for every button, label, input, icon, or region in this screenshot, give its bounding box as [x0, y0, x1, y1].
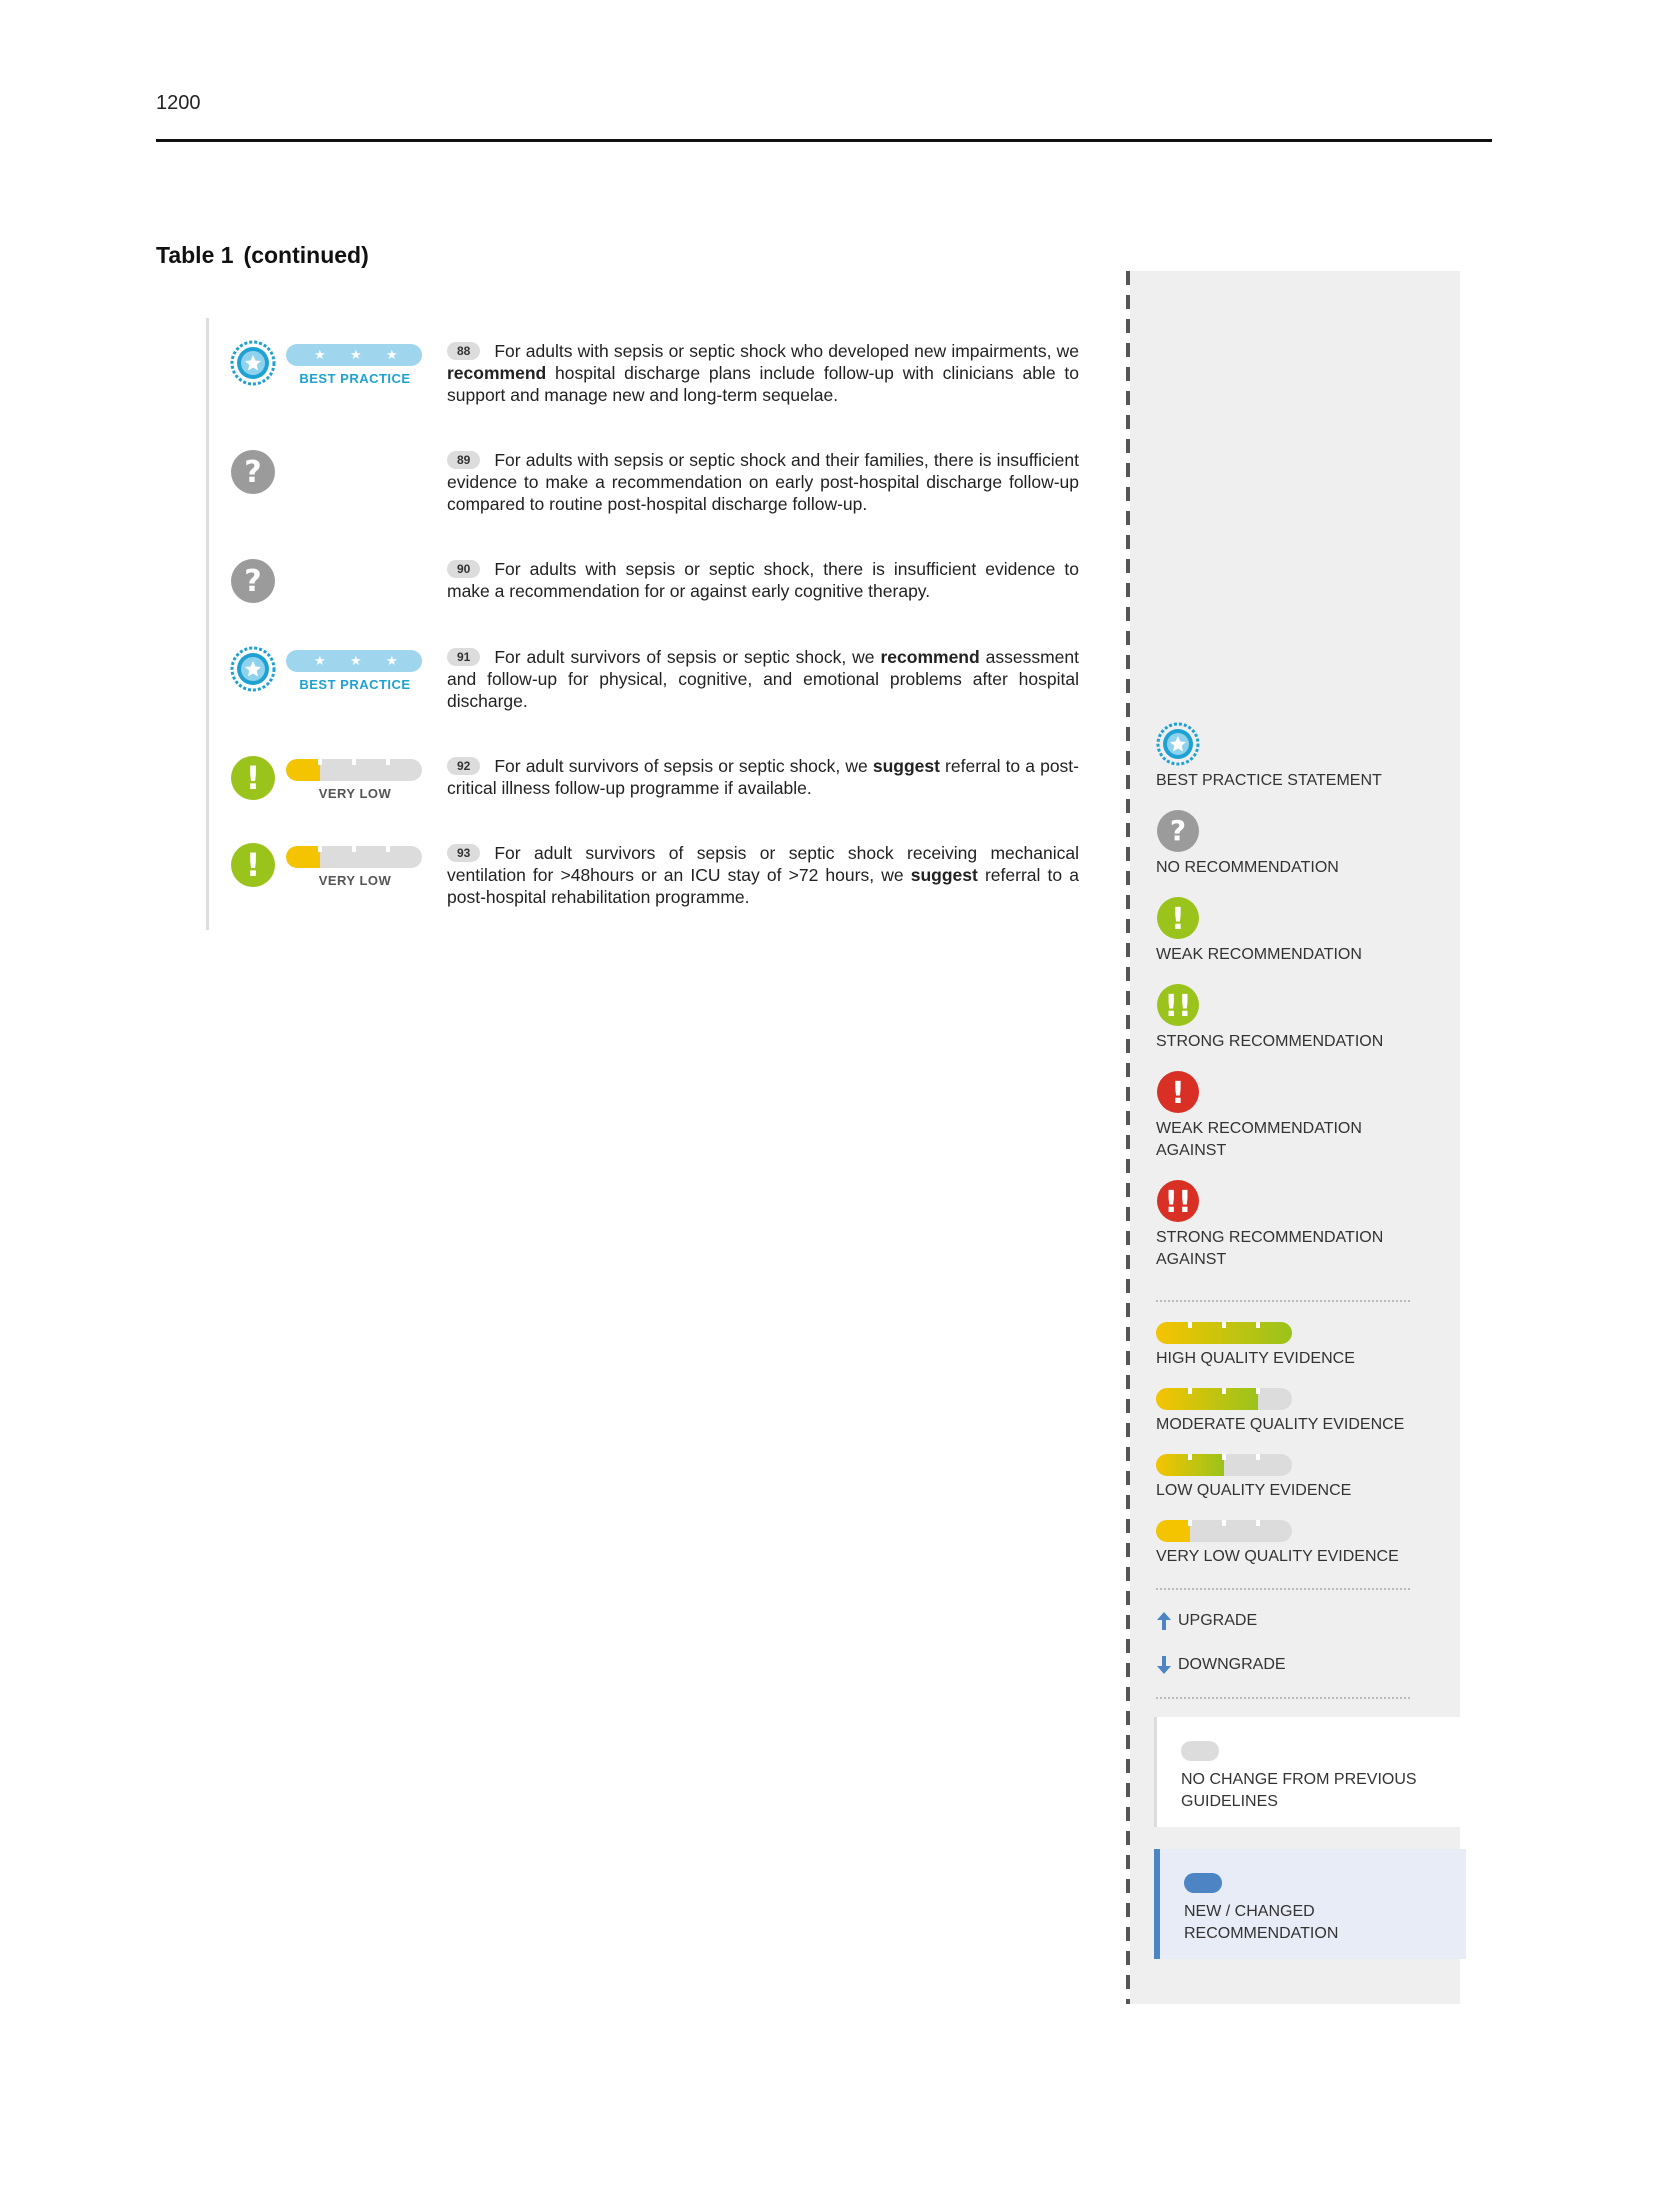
evidence-fill [286, 759, 320, 781]
legend-label: DOWNGRADE [1178, 1656, 1286, 1673]
bar-tick [352, 846, 356, 852]
legend-best-practice [1156, 722, 1382, 792]
legend-weak [1156, 896, 1362, 966]
legend-divider [1126, 271, 1130, 2004]
recommendation-strength: suggest [910, 865, 978, 885]
grey-pill-icon [1181, 1741, 1219, 1761]
legend-high-evidence [1156, 1322, 1355, 1370]
bar-tick [1188, 1388, 1192, 1394]
svg-text:!: ! [1171, 902, 1185, 937]
evidence-fill [286, 846, 320, 868]
header-rule [156, 139, 1492, 142]
legend-very-low-evidence [1156, 1520, 1399, 1568]
recommendation-text: 88 For adults with sepsis or septic shock who developed new impairments, we recommend hospital discharge plans include follow-up with clinicians able to support and manage new and long-term sequelae. [447, 341, 1079, 405]
star-icon: ★ [386, 653, 398, 668]
exclamation-red-icon [1156, 1070, 1200, 1114]
table-title-label: Table 1 [156, 242, 234, 268]
question-icon [230, 449, 276, 495]
table-continued-label: (continued) [243, 242, 369, 268]
evidence-bar [286, 759, 422, 781]
double-exclamation-green-icon [1156, 983, 1200, 1027]
legend-label: BEST PRACTICE STATEMENT [1156, 772, 1382, 789]
bar-tick [1256, 1454, 1260, 1460]
svg-text:!: ! [245, 846, 261, 884]
evidence-bar [286, 344, 422, 366]
legend-label: LOW QUALITY EVIDENCE [1156, 1482, 1352, 1499]
legend-label: STRONG RECOMMENDATION AGAINST [1156, 1229, 1384, 1268]
double-exclamation-red-icon [1156, 1179, 1200, 1223]
evidence-fill [1156, 1520, 1190, 1542]
page-number: 1200 [156, 92, 201, 114]
svg-text:!: ! [245, 759, 261, 797]
legend-downgrade [1156, 1656, 1286, 1674]
bar-tick [1188, 1454, 1192, 1460]
best-practice-icon [230, 340, 276, 386]
legend-label: NO RECOMMENDATION [1156, 859, 1339, 876]
legend-label: UPGRADE [1178, 1612, 1258, 1629]
svg-text:!!: !! [1164, 1185, 1192, 1220]
evidence-bar [1156, 1388, 1292, 1410]
recommendation-text: 91 For adult survivors of sepsis or septic shock, we recommend assessment and follow-up for physical, cognitive, and emotional problems after hospital discharge. [447, 647, 1080, 711]
legend-weak-against [1156, 1070, 1386, 1162]
bar-tick [386, 759, 390, 765]
bar-tick [1222, 1454, 1226, 1460]
svg-text:!!: !! [1164, 989, 1192, 1024]
recommendation-number: 88 [447, 342, 480, 360]
recommendation-text: 90 For adults with sepsis or septic shock, there is insufficient evidence to make a recommendation for or against early cognitive therapy. [447, 559, 1079, 601]
bar-tick [318, 759, 322, 765]
evidence-badge [286, 846, 424, 888]
star-icon: ★ [314, 653, 326, 668]
legend-label: MODERATE QUALITY EVIDENCE [1156, 1416, 1405, 1433]
evidence-fill [1156, 1388, 1258, 1410]
legend-separator [1156, 1588, 1410, 1590]
best-practice-icon [230, 646, 276, 692]
table-left-rule [206, 318, 209, 930]
evidence-label: BEST PRACTICE [299, 371, 411, 386]
evidence-label: BEST PRACTICE [299, 677, 411, 692]
svg-text:?: ? [244, 455, 262, 490]
evidence-bar [1156, 1322, 1292, 1344]
question-icon [230, 558, 276, 604]
star-icon: ★ [386, 347, 398, 362]
evidence-badge [286, 650, 424, 692]
legend-new-changed-box [1154, 1849, 1466, 1959]
legend-separator [1156, 1300, 1410, 1302]
exclamation-green-icon [230, 755, 276, 801]
bar-tick [1188, 1322, 1192, 1328]
legend-label: NO CHANGE FROM PREVIOUS GUIDELINES [1181, 1771, 1417, 1810]
legend-upgrade [1156, 1612, 1257, 1630]
question-icon [1156, 809, 1200, 853]
legend-label: WEAK RECOMMENDATION AGAINST [1156, 1120, 1362, 1159]
evidence-label: VERY LOW [318, 786, 392, 801]
arrow-down-icon [1156, 1656, 1172, 1674]
bar-tick [1188, 1520, 1192, 1526]
bar-tick [1222, 1388, 1226, 1394]
recommendation-number: 92 [447, 757, 480, 775]
legend-low-evidence [1156, 1454, 1351, 1502]
evidence-bar [1156, 1520, 1292, 1542]
arrow-up-icon [1156, 1612, 1172, 1630]
bar-tick [352, 759, 356, 765]
best-practice-icon [1156, 722, 1200, 766]
recommendation-number: 91 [447, 648, 480, 666]
legend-label: VERY LOW QUALITY EVIDENCE [1156, 1548, 1399, 1565]
legend-separator [1156, 1697, 1410, 1699]
recommendation-text: 93 For adult survivors of sepsis or septic shock receiving mechanical ventilation for >48hours or an ICU stay of >72 hours, we suggest referral to a post-hospital rehabilitation programme. [447, 843, 1079, 907]
blue-pill-icon [1184, 1873, 1222, 1893]
bar-tick [1256, 1388, 1260, 1394]
recommendation-strength: recommend [880, 647, 980, 667]
evidence-badge [286, 759, 424, 801]
evidence-badge [286, 344, 424, 386]
evidence-bar [1156, 1454, 1292, 1476]
svg-text:?: ? [244, 564, 262, 599]
legend-label: STRONG RECOMMENDATION [1156, 1033, 1384, 1050]
star-icon: ★ [314, 347, 326, 362]
bar-tick [1256, 1520, 1260, 1526]
legend-no-recommendation [1156, 809, 1339, 879]
evidence-bar [286, 650, 422, 672]
recommendation-text: 89 For adults with sepsis or septic shock and their families, there is insufficient evidence to make a recommendation on early post-hospital discharge follow-up compared to routine post-hospital discharge follow-up. [447, 450, 1079, 514]
legend-strong-against [1156, 1179, 1416, 1271]
exclamation-green-icon [230, 842, 276, 888]
exclamation-green-icon [1156, 896, 1200, 940]
svg-text:?: ? [1169, 814, 1187, 847]
svg-text:!: ! [1171, 1076, 1185, 1111]
table-title [156, 242, 369, 269]
recommendation-number: 89 [447, 451, 480, 469]
bar-tick [1222, 1520, 1226, 1526]
legend-label: WEAK RECOMMENDATION [1156, 946, 1362, 963]
bar-tick [318, 846, 322, 852]
recommendation-text: 92 For adult survivors of sepsis or septic shock, we suggest referral to a post-critical illness follow-up programme if available. [447, 756, 1079, 798]
recommendation-number: 90 [447, 560, 480, 578]
legend-label: HIGH QUALITY EVIDENCE [1156, 1350, 1355, 1367]
legend-no-change-box [1154, 1717, 1463, 1827]
recommendation-number: 93 [447, 844, 480, 862]
bar-tick [1256, 1322, 1260, 1328]
legend-label: NEW / CHANGED RECOMMENDATION [1184, 1903, 1339, 1942]
star-icon: ★ [350, 653, 362, 668]
evidence-label: VERY LOW [318, 873, 392, 888]
bar-tick [1222, 1322, 1226, 1328]
bar-tick [386, 846, 390, 852]
recommendation-strength: suggest [872, 756, 940, 776]
legend-moderate-evidence [1156, 1388, 1404, 1436]
legend-strong [1156, 983, 1383, 1053]
star-icon: ★ [350, 347, 362, 362]
recommendation-strength: recommend [447, 363, 547, 383]
evidence-bar [286, 846, 422, 868]
